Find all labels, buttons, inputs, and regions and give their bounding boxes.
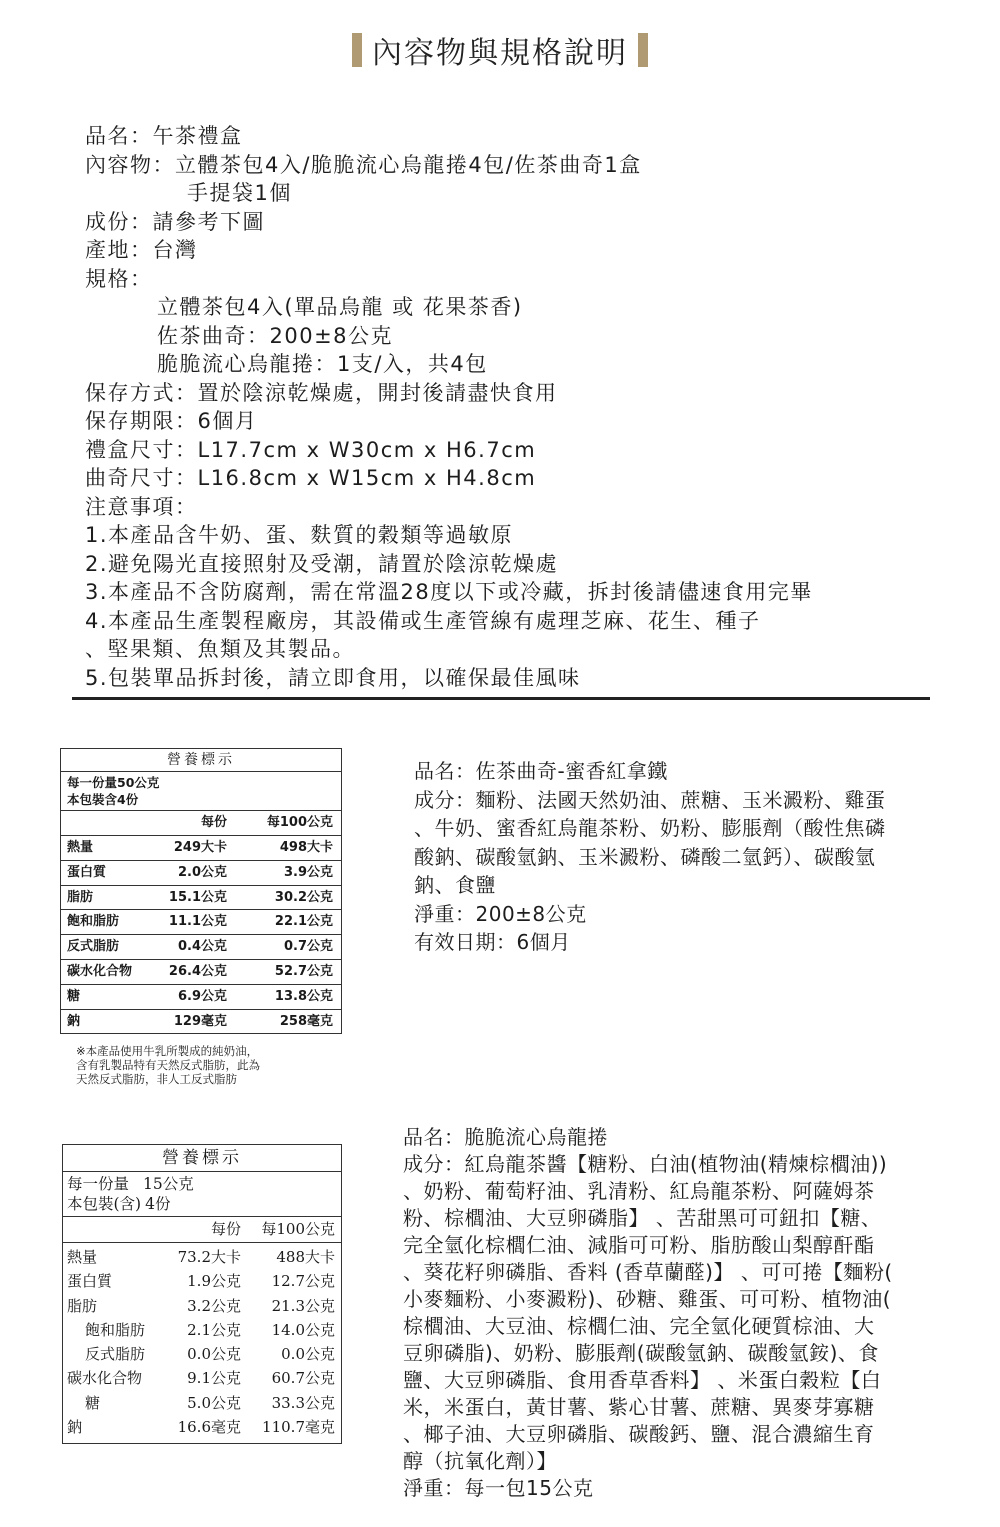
value-per-serving: 3.2公克 <box>187 1296 241 1315</box>
nutrient: 鈉 <box>67 1013 81 1029</box>
serving-size-value: 15公克 <box>143 1175 194 1193</box>
spec-item: 立體茶包4入(單品烏龍 或 花果茶香) <box>157 295 523 319</box>
value: 6個月 <box>197 409 258 433</box>
nutrition-row <box>61 985 341 1010</box>
nutrition-row <box>63 1269 341 1293</box>
note-line: 天然反式脂肪，非人工反式脂肪 <box>76 1072 237 1086</box>
spec-section <box>85 122 813 692</box>
note-line: ※本產品使用牛乳所製成的純奶油， <box>76 1044 259 1058</box>
nutrition-header: 營養標示 <box>61 749 341 772</box>
col-per-serving: 每份 <box>210 1220 241 1238</box>
value: 請參考下圖 <box>152 209 265 234</box>
product-line: 有效日期：6個月 <box>414 930 571 954</box>
spec-note: 2.避免陽光直接照射及受潮，請置於陰涼乾燥處 <box>85 551 559 576</box>
nutrient: 熱量 <box>67 1248 98 1266</box>
value-per-100g: 60.7公克 <box>271 1369 335 1388</box>
value-per-100g: 52.7公克 <box>274 963 333 979</box>
nutrition-row <box>63 1245 341 1269</box>
product-line: 酸鈉、碳酸氫鈉、玉米澱粉、磷酸二氫鈣）、碳酸氫 <box>414 844 876 869</box>
blank-cell <box>61 811 163 835</box>
spec-origin <box>85 236 813 265</box>
product-line: 米，米蛋白，黃甘薯、紫心甘薯、蔗糖、異麥芽寡糖 <box>403 1395 875 1419</box>
spec-box-size <box>85 436 813 465</box>
product-line: 小麥麵粉、小麥澱粉)、砂糖、雞蛋、可可粉、植物油( <box>403 1287 892 1311</box>
spec-name <box>85 122 813 151</box>
nutrition-table-roll <box>62 1144 342 1444</box>
value-per-serving: 9.1公克 <box>187 1369 241 1388</box>
nutrition-row <box>63 1318 341 1342</box>
nutrition-row <box>63 1294 341 1318</box>
value-per-100g: 488大卡 <box>276 1248 335 1266</box>
value-per-100g: 0.0公克 <box>281 1345 335 1364</box>
nutrition-row <box>63 1391 341 1415</box>
value-per-serving: 16.6毫克 <box>177 1418 241 1437</box>
spec-storage <box>85 379 813 408</box>
col-per-100g: 每100公克 <box>266 815 333 830</box>
note-line: 含有乳製品特有天然反式脂肪，此為 <box>76 1058 260 1072</box>
label: 曲奇尺寸： <box>85 466 198 490</box>
col-per-100g: 每100公克 <box>261 1220 335 1238</box>
nutrient: 蛋白質 <box>67 864 107 880</box>
product-line: 粉、棕櫚油、大豆卵磷脂】 、苦甜黑可可鈕扣【糖、 <box>403 1206 882 1230</box>
nutrition-row <box>61 960 341 985</box>
value: L16.8cm x W15cm x H4.8cm <box>197 466 537 490</box>
nutrition-row <box>61 836 341 861</box>
label: 內容物： <box>85 152 175 177</box>
nutrition-row <box>61 910 341 935</box>
label: 產地： <box>85 238 153 262</box>
nutrient: 碳水化合物 <box>67 1369 143 1388</box>
nutrient: 反式脂肪 <box>67 939 120 955</box>
label: 品名： <box>85 124 153 148</box>
label: 禮盒尺寸： <box>85 437 198 462</box>
value-per-serving: 2.1公克 <box>187 1320 241 1339</box>
product-line: 完全氫化棕櫚仁油、減脂可可粉、脂肪酸山梨醇酐酯 <box>403 1233 875 1257</box>
product-line: 、奶粉、葡萄籽油、乳清粉、紅烏龍茶粉、阿薩姆茶 <box>403 1179 875 1203</box>
value-per-100g: 110.7毫克 <box>262 1418 335 1437</box>
value-per-serving: 11.1公克 <box>168 914 227 930</box>
serving-size: 每一份量50公克 <box>67 775 160 790</box>
value-per-serving: 249大卡 <box>173 840 227 855</box>
value-per-100g: 0.7公克 <box>283 939 333 955</box>
title-bar-right <box>638 33 648 67</box>
spec-note: 3.本產品不含防腐劑，需在常溫28度以下或冷藏，拆封後請儘速食用完畢 <box>85 580 813 604</box>
nutrition-row <box>61 886 341 911</box>
nutrient: 碳水化合物 <box>67 963 133 979</box>
product-line: 成分：麵粉、法國天然奶油、蔗糖、玉米澱粉、雞蛋 <box>414 787 886 812</box>
nutrition-serving <box>63 1172 341 1217</box>
nutrition-row <box>63 1366 341 1390</box>
spec-note: 4.本產品生產製程廠房，其設備或生產管線有處理芝麻、花生、種子 <box>85 608 761 633</box>
spec-contents-2: 手提袋1個 <box>187 181 292 205</box>
product-cookie-info <box>414 757 949 957</box>
servings-per-pack-row <box>67 1194 337 1214</box>
value: 台灣 <box>152 238 198 262</box>
nutrient: 糖 <box>67 988 81 1004</box>
value-per-serving: 0.4公克 <box>177 939 227 955</box>
nutrient: 鈉 <box>67 1418 83 1437</box>
nutrition-body <box>63 1243 341 1443</box>
product-roll-info <box>403 1124 948 1502</box>
value-per-100g: 22.1公克 <box>274 914 333 930</box>
value-per-serving: 6.9公克 <box>177 988 227 1004</box>
nutrition-row <box>61 861 341 886</box>
value-per-serving: 1.9公克 <box>187 1272 241 1291</box>
value-per-100g: 3.9公克 <box>283 864 333 880</box>
page-title-text: 內容物與規格說明 <box>372 36 628 71</box>
value-per-serving: 2.0公克 <box>177 864 227 880</box>
value-per-100g: 21.3公克 <box>271 1296 335 1315</box>
nutrition-row <box>63 1342 341 1366</box>
value-per-serving: 5.0公克 <box>187 1393 241 1412</box>
servings-per-pack: 本包裝含4份 <box>67 792 139 807</box>
nutrient: 脂肪 <box>67 1296 98 1315</box>
value-per-serving: 0.0公克 <box>187 1345 241 1364</box>
value-per-100g: 30.2公克 <box>274 889 333 905</box>
product-line: 棕櫚油、大豆油、棕櫚仁油、完全氫化硬質棕油、大 <box>403 1314 875 1338</box>
nutrient: 蛋白質 <box>67 1272 113 1291</box>
spec-cookie-size <box>85 464 813 493</box>
value-per-100g: 13.8公克 <box>274 988 333 1004</box>
nutrition-row <box>61 935 341 960</box>
product-line: 、牛奶、蜜香紅烏龍茶粉、奶粉、膨脹劑（酸性焦磷 <box>414 816 886 840</box>
nutrition-row <box>63 1415 341 1439</box>
blank-cell <box>63 1217 161 1242</box>
spec-note: 、堅果類、魚類及其製品。 <box>85 637 355 661</box>
value: 立體茶包4入/脆脆流心烏龍捲4包/佐茶曲奇1盒 <box>175 152 642 177</box>
title-bar-left <box>352 33 362 67</box>
page-title <box>352 28 648 72</box>
spec-item: 脆脆流心烏龍捲：1支/入，共4包 <box>157 352 488 376</box>
value-per-100g: 14.0公克 <box>271 1320 335 1339</box>
nutrient: 飽和脂肪 <box>67 914 120 930</box>
section-divider <box>72 697 930 700</box>
col-per-serving: 每份 <box>200 815 227 830</box>
label: 保存期限： <box>85 409 198 433</box>
value-per-serving: 15.1公克 <box>168 889 227 905</box>
serving-size-row <box>67 1174 337 1194</box>
spec-notes-label: 注意事項： <box>85 494 198 519</box>
value-per-serving: 129毫克 <box>173 1013 227 1029</box>
value-per-serving: 73.2大卡 <box>177 1248 241 1266</box>
pack-value: 4份 <box>145 1195 171 1213</box>
product-line: 鹽、大豆卵磷脂、食用香草香料】 、米蛋白穀粒【白 <box>403 1368 882 1392</box>
nutrient: 飽和脂肪 <box>85 1320 146 1339</box>
product-line: 、椰子油、大豆卵磷脂、碳酸鈣、鹽、混合濃縮生育 <box>403 1422 875 1446</box>
spec-note: 1.本產品含牛奶、蛋、麩質的穀類等過敏原 <box>85 523 514 547</box>
value-per-100g: 12.7公克 <box>271 1272 335 1291</box>
value-per-100g: 258毫克 <box>279 1013 333 1029</box>
product-line: 鈉、食鹽 <box>414 873 496 897</box>
nutrient: 反式脂肪 <box>85 1345 146 1364</box>
label: 成份： <box>85 209 153 234</box>
product-line: 品名：佐茶曲奇-蜜香紅拿鐵 <box>414 759 668 783</box>
spec-shelf-life <box>85 407 813 436</box>
trans-fat-note <box>76 1044 260 1086</box>
value: 置於陰涼乾燥處，開封後請盡快食用 <box>197 380 558 405</box>
nutrition-column-header <box>61 811 341 836</box>
value: 午茶禮盒 <box>152 124 243 148</box>
label: 保存方式： <box>85 380 198 405</box>
nutrition-column-header <box>63 1217 341 1243</box>
product-line: 淨重：200±8公克 <box>414 901 587 926</box>
nutrition-header: 營養標示 <box>63 1145 341 1172</box>
nutrient: 熱量 <box>67 840 94 855</box>
nutrient: 糖 <box>85 1393 101 1412</box>
page-title-block <box>0 28 1000 72</box>
product-line: 醇（抗氧化劑）】 <box>403 1449 557 1473</box>
spec-contents <box>85 151 813 180</box>
value: L17.7cm x W30cm x H6.7cm <box>197 437 537 462</box>
product-line: 淨重：每一包15公克 <box>403 1476 594 1500</box>
spec-ingredients <box>85 208 813 237</box>
serving-size-label: 每一份量 <box>67 1175 130 1193</box>
spec-item: 佐茶曲奇：200±8公克 <box>157 323 394 348</box>
spec-note: 5.包裝單品拆封後，請立即食用，以確保最佳風味 <box>85 665 581 690</box>
nutrition-serving <box>61 772 341 811</box>
value-per-serving: 26.4公克 <box>168 963 227 979</box>
value-per-100g: 33.3公克 <box>271 1393 335 1412</box>
value-per-100g: 498大卡 <box>279 840 333 855</box>
product-line: 、葵花籽卵磷脂、香料 (香草蘭醛)】 、可可捲【麵粉( <box>403 1260 893 1284</box>
product-line: 品名：脆脆流心烏龍捲 <box>403 1125 608 1149</box>
pack-label: 本包裝(含) <box>67 1195 142 1213</box>
product-line: 成分：紅烏龍茶醬【糖粉、白油(植物油(精煉棕櫚油)) <box>403 1152 888 1176</box>
nutrient: 脂肪 <box>67 889 94 905</box>
nutrition-row <box>61 1010 341 1034</box>
nutrition-table-cookie <box>60 748 342 1034</box>
spec-label: 規格： <box>85 266 153 291</box>
product-line: 豆卵磷脂)、奶粉、膨脹劑(碳酸氫鈉、碳酸氫銨)、食 <box>403 1341 879 1365</box>
